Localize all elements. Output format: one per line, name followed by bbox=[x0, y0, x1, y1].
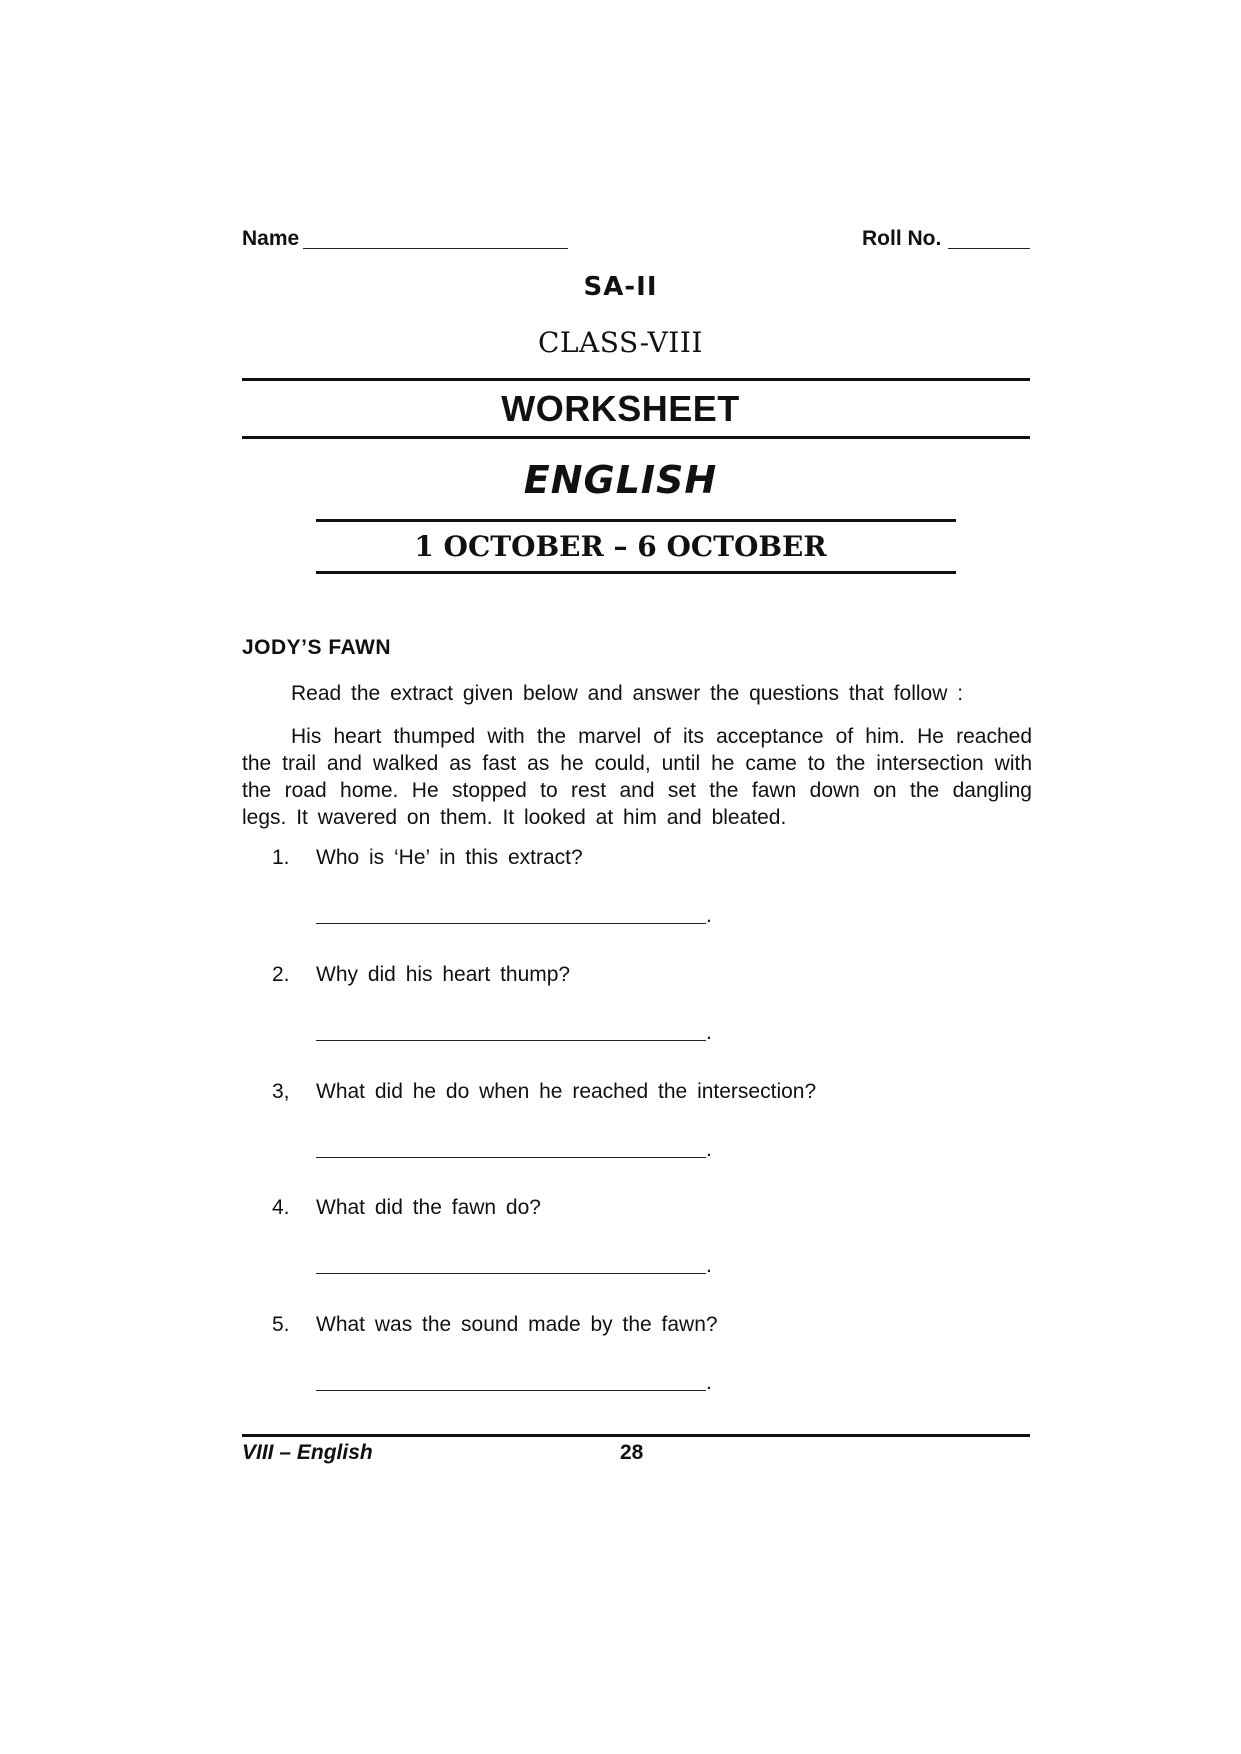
answer-line[interactable] bbox=[316, 1390, 706, 1391]
question-number: 2. bbox=[272, 963, 290, 986]
answer-terminator: . bbox=[706, 1021, 712, 1044]
name-label: Name bbox=[242, 227, 300, 250]
worksheet-title: WORKSHEET bbox=[501, 388, 740, 429]
answer-terminator: . bbox=[706, 1138, 712, 1161]
divider bbox=[242, 436, 1030, 439]
question-text: What did he do when he reached the intersection? bbox=[316, 1080, 817, 1103]
divider bbox=[316, 571, 956, 574]
answer-line[interactable] bbox=[316, 1040, 706, 1041]
name-field[interactable] bbox=[303, 248, 568, 249]
question-text: What did the fawn do? bbox=[316, 1196, 541, 1219]
question-number: 3, bbox=[272, 1080, 290, 1103]
instruction-text: Read the extract given below and answer the questions that follow : bbox=[291, 682, 964, 705]
passage-text: His heart thumped with the marvel of its acceptance of him. He reached the trail and walked as fast as he could, until he came to the intersection with the road home. He stopped to rest and set the fawn down on the dangling legs. It wavered on them. It looked at him and bleated. bbox=[242, 725, 1032, 829]
question-text: Why did his heart thump? bbox=[316, 963, 571, 986]
answer-line[interactable] bbox=[316, 1273, 706, 1274]
footer-class-subject: VIII – English bbox=[242, 1441, 373, 1464]
question-number: 5. bbox=[272, 1313, 290, 1336]
divider bbox=[242, 378, 1030, 381]
answer-terminator: . bbox=[706, 904, 712, 927]
exam-title: SA-II bbox=[583, 272, 658, 302]
answer-terminator: . bbox=[706, 1371, 712, 1394]
class-title: CLASS-VIII bbox=[538, 326, 703, 359]
question-text: What was the sound made by the fawn? bbox=[316, 1313, 718, 1336]
answer-line[interactable] bbox=[316, 1157, 706, 1158]
subject-title: ENGLISH bbox=[523, 458, 718, 502]
footer-divider bbox=[242, 1434, 1030, 1437]
roll-number-field[interactable] bbox=[948, 248, 1030, 249]
roll-number-label: Roll No. bbox=[862, 227, 942, 250]
answer-terminator: . bbox=[706, 1254, 712, 1277]
divider bbox=[316, 519, 956, 522]
page-number: 28 bbox=[620, 1441, 644, 1464]
date-range: 1 OCTOBER – 6 OCTOBER bbox=[414, 530, 827, 563]
question-text: Who is ‘He’ in this extract? bbox=[316, 846, 583, 869]
section-title: JODY’S FAWN bbox=[242, 636, 392, 659]
question-number: 4. bbox=[272, 1196, 290, 1219]
question-number: 1. bbox=[272, 846, 290, 869]
answer-line[interactable] bbox=[316, 923, 706, 924]
